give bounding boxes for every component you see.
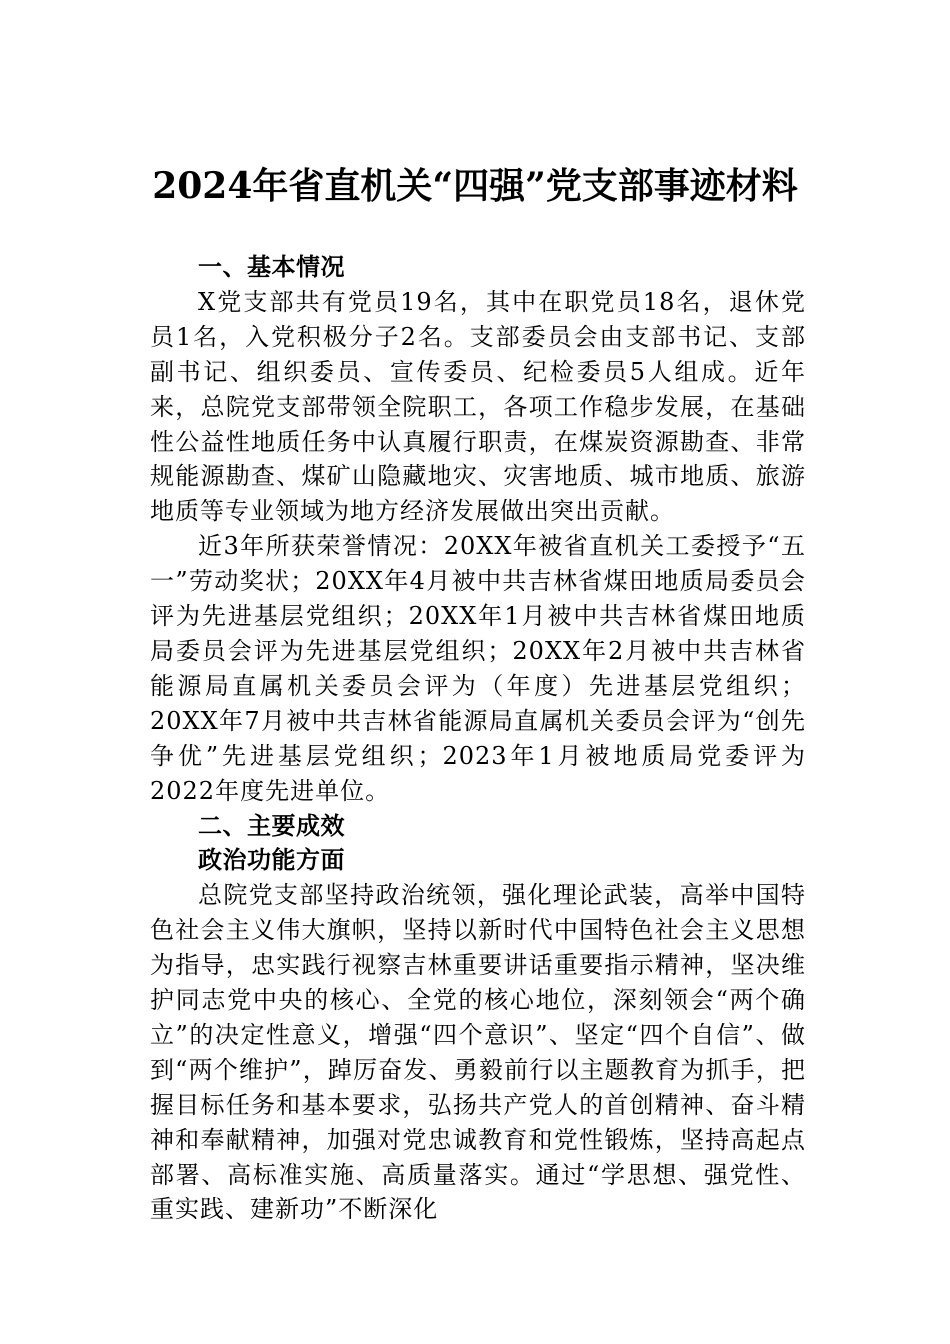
paragraph-honors: 近3年所获荣誉情况：20XX年被省直机关工委授予“五一”劳动奖状；20XX年4月被中共吉林省煤田地质局委员会评为先进基层党组织；20XX年1月被中共吉林省煤田地质局委员会评为先进基层党组织；20XX年2月被中共吉林省能源局直属机关委员会评为（年度）先进基层党组织；20XX年7月被中共吉林省能源局直属机关委员会评为“创先争优”先进基层党组织；2023年1月被地质局党委评为2022年度先进单位。 <box>150 532 806 805</box>
document-body <box>150 250 806 1227</box>
paragraph-member-overview: X党支部共有党员19名，其中在职党员18名，退休党员1名，入党积极分子2名。支部委员会由支部书记、支部副书记、组织委员、宣传委员、纪检委员5人组成。近年来，总院党支部带领全院职工，各项工作稳步发展，在基础性公益性地质任务中认真履行职责，在煤炭资源勘查、非常规能源勘查、煤矿山隐藏地灾、灾害地质、城市地质、旅游地质等专业领域为地方经济发展做出突出贡献。 <box>150 287 806 526</box>
section-heading-main-results: 二、主要成效 <box>198 811 345 840</box>
document-title: 2024年省直机关“四强”党支部事迹材料 <box>152 165 798 207</box>
section-heading-basic-info: 一、基本情况 <box>198 253 345 281</box>
paragraph-political-function: 总院党支部坚持政治统领，强化理论武装，高举中国特色社会主义伟大旗帜，坚持以新时代中国特色社会主义思想为指导，忠实践行视察吉林重要讲话重要指示精神，坚决维护同志党中央的核心、全党的核心地位，深刻领会“两个确立”的决定性意义，增强“四个意识”、坚定“四个自信”、做到“两个维护”，踔厉奋发、勇毅前行以主题教育为抓手，把握目标任务和基本要求，弘扬共产党人的首创精神、奋斗精神和奉献精神，加强对党忠诚教育和党性锻炼，坚持高起点部署、高标准实施、高质量落实。通过“学思想、强党性、重实践、建新功”不断深化 <box>150 881 806 1224</box>
subsection-heading-political-function: 政治功能方面 <box>198 846 345 875</box>
